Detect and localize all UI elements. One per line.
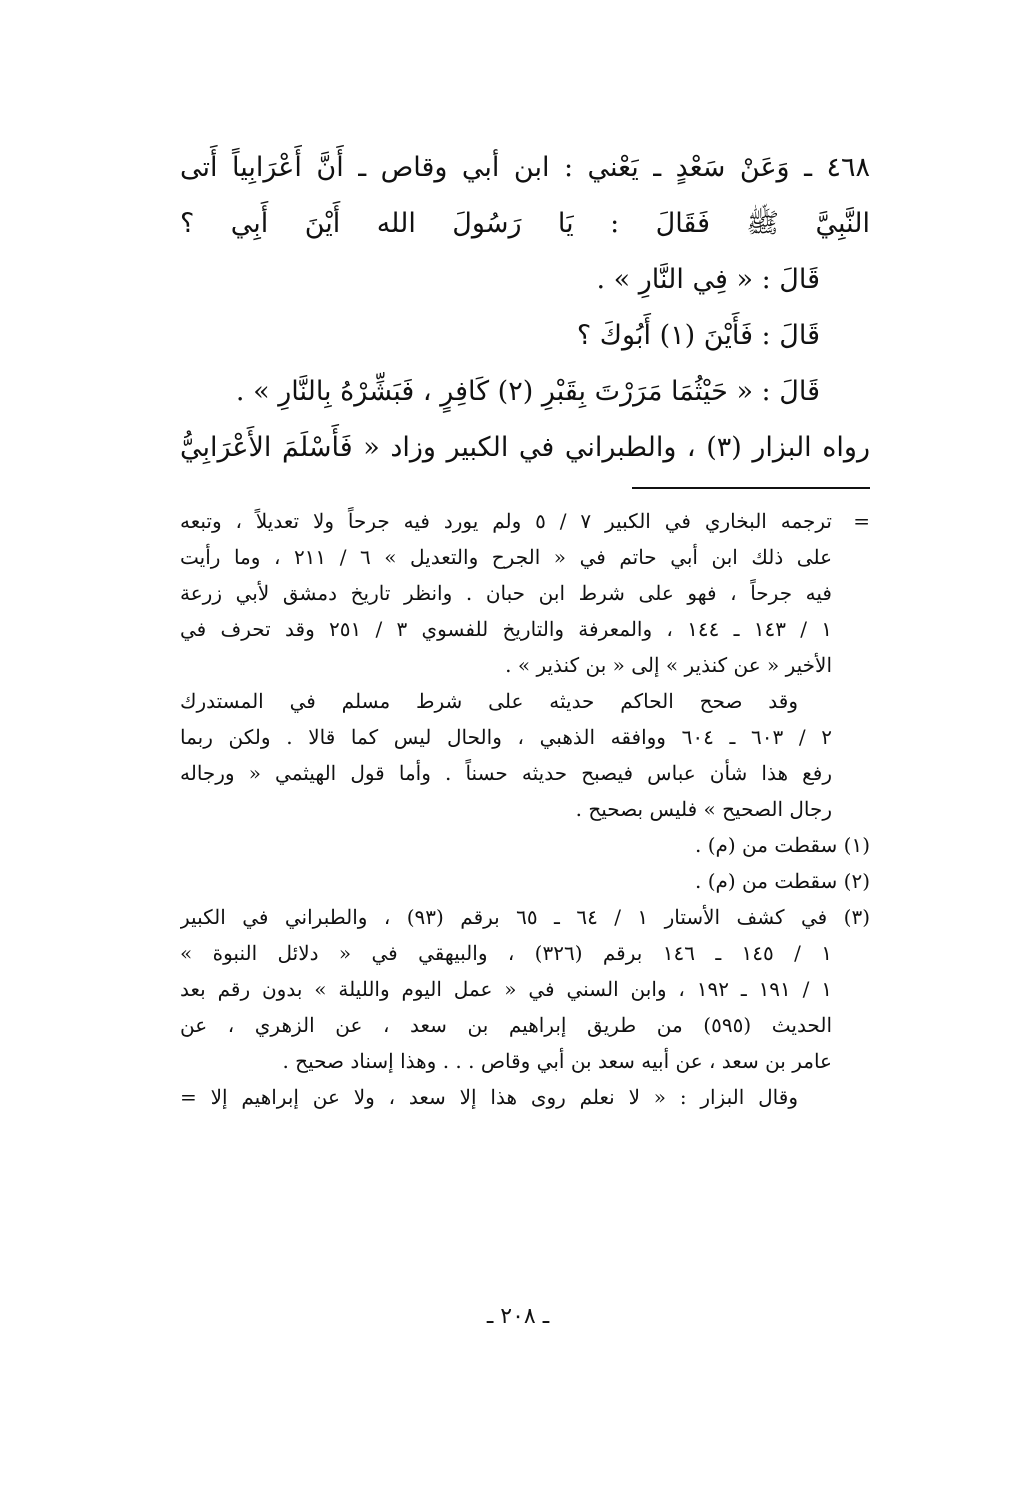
footnote-line: رجال الصحيح » فليس بصحيح . [575, 797, 832, 821]
footnote-line: على ذلك ابن أبي حاتم في « الجرح والتعديل » ٦ / ٢١١ ، وما رأيت [180, 545, 833, 569]
footnote-line: وقد صحح الحاكم حديثه على شرط مسلم في المستدرك [180, 689, 798, 713]
footnote-line: ١ / ١٩١ ـ ١٩٢ ، وابن السني في « عمل اليوم والليلة » بدون رقم بعد [180, 977, 833, 1001]
hadith-line: النَّبِيَّ ﷺ فَقَالَ : يَا رَسُولَ الله أَيْنَ أَبِي ؟ [180, 208, 870, 239]
footnote-line: وقال البزار : « لا نعلم روى هذا إلا سعد ، ولا عن إبراهيم إلا = [180, 1085, 798, 1109]
page-number: ـ ٢٠٨ ـ [486, 1304, 550, 1329]
footnotes [180, 503, 870, 1115]
footnote-line: رفع هذا شأن عباس فيصبح حديثه حسناً . وأما قول الهيثمي « ورجاله [180, 761, 832, 785]
footnote-line: ترجمه البخاري في الكبير ٧ / ٥ ولم يورد فيه جرحاً ولا تعديلاً ، وتبعه [180, 509, 833, 533]
footnote-line: ١ / ١٤٣ ـ ١٤٤ ، والمعرفة والتاريخ للفسوي ٣ / ٢٥١ وقد تحرف في [180, 617, 833, 641]
footnote-line: فيه جرحاً ، فهو على شرط ابن حبان . وانظر تاريخ دمشق لأبي زرعة [180, 581, 832, 605]
footnote-line: الحديث (٥٩٥) من طريق إبراهيم بن سعد ، عن الزهري ، عن [180, 1013, 832, 1037]
footnote-line: ١ / ١٤٥ ـ ١٤٦ برقم (٣٢٦) ، والبيهقي في « دلائل النبوة » [180, 941, 833, 965]
footnote-2: (٢) سقطت من (م) . [695, 869, 870, 893]
footnote-1: (١) سقطت من (م) . [695, 833, 870, 857]
hadith-text [180, 140, 870, 476]
hadith-line: ٤٦٨ ـ وَعَنْ سَعْدٍ ـ يَعْني : ابن أبي وقاص ـ أَنَّ أَعْرَابِياً أَتى [180, 152, 870, 183]
hadith-line: قَالَ : « حَيْثُمَا مَرَرْتَ بِقَبْرِ (٢) كَافِرٍ ، فَبَشِّرْهُ بِالنَّارِ » . [235, 376, 820, 407]
footnote-divider [632, 487, 870, 489]
footnote-line: الأخير « عن كنذير » إلى « بن كنذير » . [505, 653, 832, 677]
footnote-line: ٢ / ٦٠٣ ـ ٦٠٤ ووافقه الذهبي ، والحال ليس كما قالا . ولكن ربما [180, 725, 833, 749]
hadith-line: قَالَ : فَأَيْنَ (١) أَبُوكَ ؟ [576, 320, 820, 351]
hadith-line: رواه البزار (٣) ، والطبراني في الكبير وزاد « فَأَسْلَمَ الأَعْرَابِيُّ [180, 432, 870, 463]
continuation-mark: = [853, 509, 870, 533]
footnote-line: عامر بن سعد ، عن أبيه سعد بن أبي وقاص . . . وهذا إسناد صحيح . [282, 1049, 832, 1073]
hadith-line: قَالَ : « فِي النَّارِ » . [596, 264, 820, 295]
footnote-3: (٣) في كشف الأستار ١ / ٦٤ ـ ٦٥ برقم (٩٣) ، والطبراني في الكبير [180, 905, 870, 929]
